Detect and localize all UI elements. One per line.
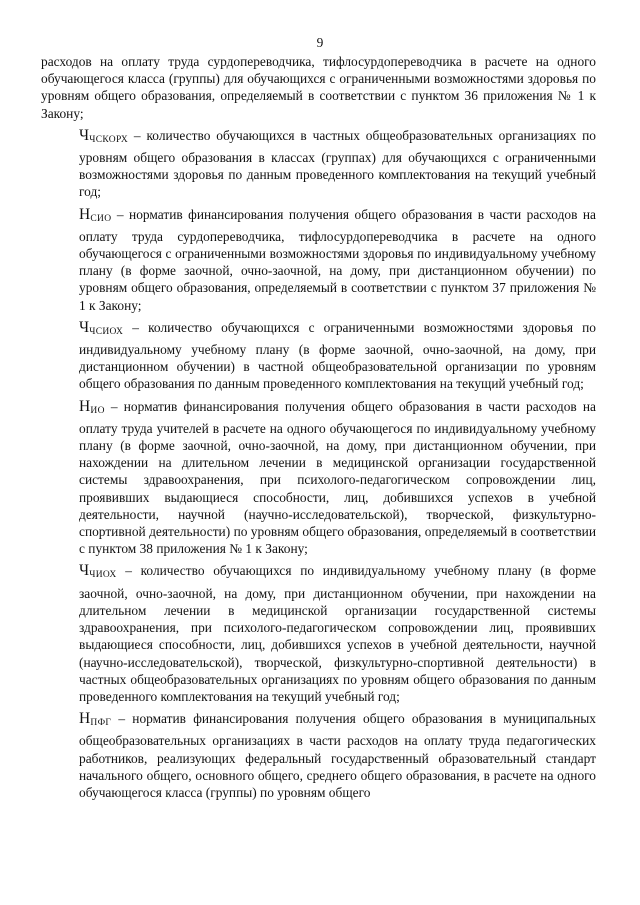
variable-subscript: ПФГ xyxy=(90,718,112,729)
variable-symbol: Н xyxy=(79,397,91,415)
formula-variable xyxy=(79,562,117,579)
formula-variable xyxy=(79,127,128,144)
paragraph-definition xyxy=(41,127,596,201)
variable-subscript: ЧИОХ xyxy=(89,570,117,581)
paragraph-text: расходов на оплату труда сурдопереводчика, тифлосурдопереводчика в расчете на одного обучающегося класса (группы) для обучающихся с ограниченными возможностями здоровья по уровням общего образования, определяемый в соответствии с пунктом 36 приложения № 1 к Закону; xyxy=(41,54,596,121)
variable-subscript: СИО xyxy=(90,213,112,224)
variable-symbol: Н xyxy=(79,205,91,223)
paragraph-definition xyxy=(41,710,596,801)
paragraph-text: – норматив финансирования получения общего образования в части расходов на оплату труда учителей в расчете на одного обучающегося по индивидуальному учебному плану (в форме заочной, очно-заочной, на дому, при дистанционном обучении, при нахождении на длительном лечении в медицинской организации государственной системы здравоохранения, при психолого-педагогическом сопровождении лиц, проявивших выдающиеся способности, лиц, добившихся успехов в учебной деятельности, научной (научно-исследовательской), творческой, физкультурно-спортивной деятельности) по уровням общего образования, определяемый в соответствии с пунктом 38 приложения № 1 к Закону; xyxy=(79,398,596,557)
paragraph-text: – норматив финансирования получения общего образования в части расходов на оплату труда сурдопереводчика, тифлосурдопереводчика в расчете на одного обучающегося с ограниченными возможностями здоровья по индивидуальному учебному плану (в форме заочной, очно-заочной, на дому, при дистанционном обучении) по уровням общего образования, определяемый в соответствии с пунктом 37 приложения № 1 к Закону; xyxy=(79,206,596,313)
paragraph-definition xyxy=(41,398,596,558)
formula-variable xyxy=(79,398,105,415)
variable-subscript: ЧСКОРХ xyxy=(89,134,129,145)
paragraph-text: – количество обучающихся с ограниченными возможностями здоровья по индивидуальному учебному плану (в форме заочной, очно-заочной, на дому, при дистанционном обучении) в частной общеобразовательной организации по уровням общего образования по данным проведенного комплектования на текущий учебный год; xyxy=(79,319,596,392)
paragraph-text: – количество обучающихся по индивидуальному учебному плану (в форме заочной, очно-заочной, на дому, при дистанционном обучении, при нахождении на длительном лечении в медицинской организации государственной системы здравоохранения, при психолого-педагогическом сопровождении лиц, проявивших выдающиеся способности, лиц, добившихся успехов в учебной деятельности, научной (научно-исследовательской), творческой, физкультурно-спортивной деятельности) в частных общеобразовательных организациях по уровням общего образования по данным проведенного комплектования на текущий учебный год; xyxy=(79,563,596,704)
formula-variable xyxy=(79,206,111,223)
paragraph-definition xyxy=(41,319,596,393)
page-number: 9 xyxy=(316,35,324,50)
paragraph-definition xyxy=(41,206,596,314)
variable-symbol: Ч xyxy=(79,126,90,144)
variable-subscript: ЧСИОХ xyxy=(89,326,124,337)
document-body xyxy=(41,53,596,801)
variable-subscript: ИО xyxy=(90,405,105,416)
paragraph-definition xyxy=(41,562,596,705)
paragraph-continuation xyxy=(41,53,596,122)
formula-variable xyxy=(79,710,111,727)
paragraph-text: – количество обучающихся в частных общеобразовательных организациях по уровням общего образования в классах (группах) для обучающихся с ограниченными возможностями здоровья по данным проведенного комплектования на текущий учебный год; xyxy=(79,127,596,200)
variable-symbol: Ч xyxy=(79,562,90,580)
variable-symbol: Ч xyxy=(79,318,90,336)
formula-variable xyxy=(79,319,123,336)
paragraph-text: – норматив финансирования получения общего образования в муниципальных общеобразовательных организациях в части расходов на оплату труда педагогических работников, реализующих федеральный государственный образовательный стандарт начального общего, основного общего, среднего общего образования, в расчете на одного обучающегося класса (группы) по уровням общего xyxy=(79,711,596,800)
variable-symbol: Н xyxy=(79,710,91,728)
